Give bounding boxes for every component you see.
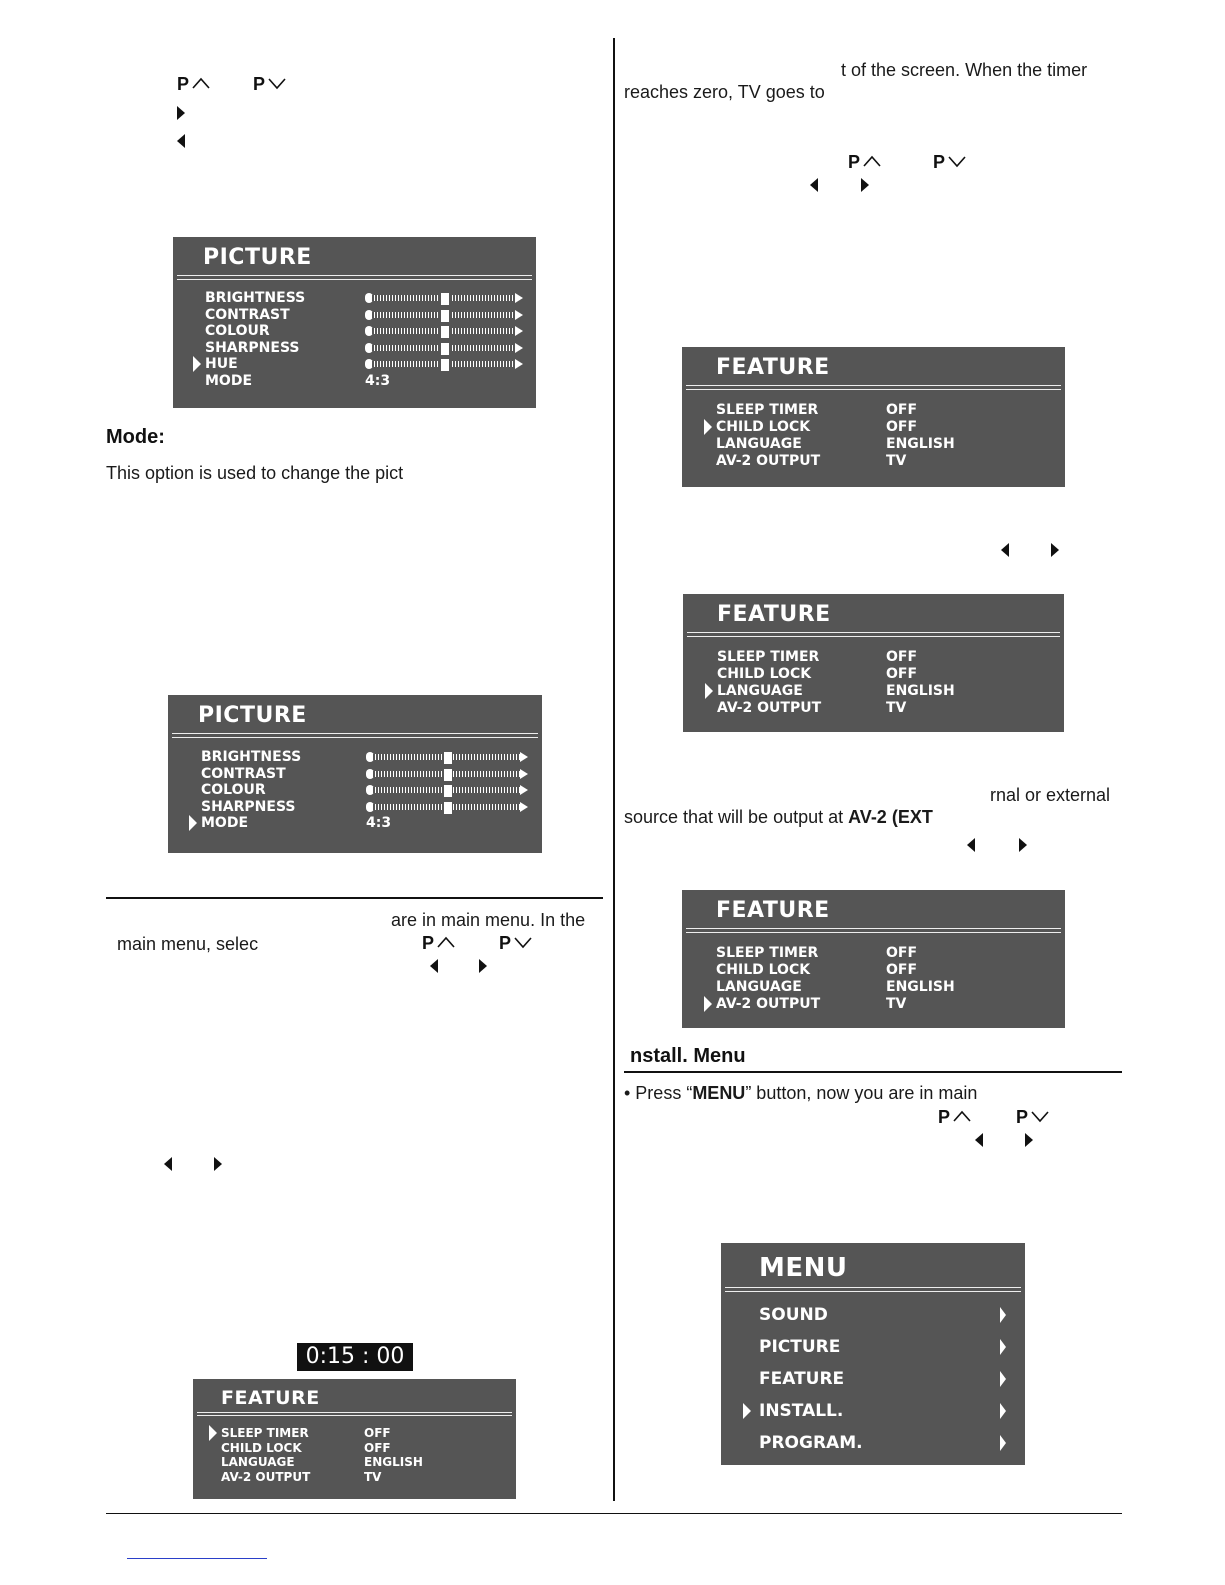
feature-menu-child-lock <box>682 347 1065 487</box>
menu-item-value: ENGLISH <box>886 683 955 699</box>
menu-item-label: LANGUAGE <box>221 1455 295 1469</box>
menu-item-label: CONTRAST <box>205 306 290 323</box>
menu-item-value: TV <box>364 1469 382 1484</box>
right-arrow-icon <box>1019 838 1027 852</box>
menu-item-label: COLOUR <box>201 782 266 798</box>
menu-item-value: ENGLISH <box>886 436 955 452</box>
install-text-line-1: • Press “MENU” button, now you are in main <box>624 1083 978 1103</box>
right-arrow-icon <box>479 959 487 973</box>
p-up-key: P <box>938 1107 972 1128</box>
menu-item-value: OFF <box>886 962 918 978</box>
menu-item-label: SHARPNESS <box>201 798 296 815</box>
level-slider <box>366 785 528 795</box>
menu-item-label: AV-2 OUTPUT <box>221 1469 311 1484</box>
chevron-down-icon <box>267 76 287 90</box>
slider-knob <box>443 768 453 782</box>
chevron-up-icon <box>952 1109 972 1123</box>
menu-item-label: FEATURE <box>759 1369 845 1389</box>
menu-item-value: OFF <box>364 1440 391 1455</box>
slider-knob <box>440 342 450 356</box>
level-slider <box>366 802 528 812</box>
left-arrow-icon <box>810 178 818 192</box>
level-slider <box>366 752 528 762</box>
menu-item-value: TV <box>886 453 907 469</box>
slider-knob <box>440 325 450 339</box>
chevron-down-icon <box>1030 1109 1050 1123</box>
menu-item-label: SLEEP TIMER <box>221 1426 309 1440</box>
slider-max-icon <box>520 769 528 779</box>
menu-item-label: CHILD LOCK <box>716 419 811 435</box>
menu-item-label: SOUND <box>759 1305 828 1325</box>
menu-item-value: ENGLISH <box>364 1455 423 1469</box>
right-arrow-icon <box>1051 543 1059 557</box>
feature-menu-sleep-timer <box>193 1379 516 1499</box>
selection-cursor-icon <box>193 356 201 372</box>
menu-item-value: TV <box>886 700 907 716</box>
menu-item-label: CHILD LOCK <box>716 962 811 978</box>
picture-menu-hue <box>173 237 536 408</box>
submenu-arrow-icon <box>1000 1339 1006 1355</box>
picture-menu-mode <box>168 695 542 853</box>
selection-cursor-icon <box>704 996 712 1012</box>
slider-max-icon <box>520 785 528 795</box>
footer-rule <box>106 1513 1122 1514</box>
footer-link-line <box>127 1558 267 1559</box>
timer-text-line-2: reaches zero, TV goes to <box>624 82 825 102</box>
menu-title: MENU <box>759 1253 848 1283</box>
submenu-arrow-icon <box>1000 1403 1006 1419</box>
menu-item-value: OFF <box>886 402 918 418</box>
right-arrow-icon <box>861 178 869 192</box>
slider-max-icon <box>515 326 523 336</box>
slider-max-icon <box>515 343 523 353</box>
left-arrow-icon <box>975 1133 983 1147</box>
menu-title: FEATURE <box>717 602 831 627</box>
selection-cursor-icon <box>743 1403 751 1419</box>
menu-item-label: MODE <box>201 815 249 831</box>
right-arrow-icon <box>177 106 185 120</box>
menu-item-label: AV-2 OUTPUT <box>717 700 822 716</box>
right-arrow-icon <box>1025 1133 1033 1147</box>
level-slider <box>366 769 528 779</box>
av2-text-line-1: rnal or external <box>990 785 1111 805</box>
install-menu-heading: nstall. Menu <box>630 1045 746 1067</box>
section-divider <box>106 897 603 899</box>
left-arrow-icon <box>1001 543 1009 557</box>
level-slider <box>365 293 523 303</box>
selection-cursor-icon <box>189 815 197 831</box>
menu-item-label: SLEEP TIMER <box>717 649 820 665</box>
menu-item-label: BRIGHTNESS <box>205 290 306 306</box>
feature-menu-av2-output <box>682 890 1065 1028</box>
chevron-down-icon <box>513 935 533 949</box>
menu-item-label: SHARPNESS <box>205 339 300 356</box>
left-arrow-icon <box>430 959 438 973</box>
p-down-key: P <box>499 933 533 954</box>
mode-value: 4:3 <box>365 372 391 389</box>
right-arrow-icon <box>214 1157 222 1171</box>
chevron-up-icon <box>862 154 882 168</box>
selection-cursor-icon <box>704 419 712 435</box>
menu-item-value: OFF <box>886 945 918 961</box>
menu-item-label: BRIGHTNESS <box>201 749 302 765</box>
section-divider <box>624 1071 1122 1073</box>
mode-heading: Mode: <box>106 426 165 448</box>
menu-title: FEATURE <box>716 898 830 923</box>
av2-text-line-2: source that will be output at AV-2 (EXT <box>624 807 933 827</box>
mode-description: This option is used to change the pict <box>106 463 404 483</box>
menu-item-label: MODE <box>205 372 253 389</box>
chevron-up-icon <box>191 76 211 90</box>
menu-item-label: PROGRAM. <box>759 1433 863 1453</box>
menu-item-label: CONTRAST <box>201 765 286 782</box>
left-arrow-icon <box>967 838 975 852</box>
selection-cursor-icon <box>209 1425 217 1441</box>
menu-item-value: OFF <box>886 666 918 682</box>
menu-item-label: AV-2 OUTPUT <box>716 996 821 1012</box>
menu-title: PICTURE <box>203 245 312 270</box>
feature-text-line-2: main menu, selec <box>117 934 259 954</box>
selection-cursor-icon <box>705 683 713 699</box>
slider-knob <box>443 801 453 815</box>
submenu-arrow-icon <box>1000 1307 1006 1323</box>
main-menu <box>721 1243 1025 1465</box>
mode-value: 4:3 <box>366 815 392 831</box>
submenu-arrow-icon <box>1000 1435 1006 1451</box>
slider-max-icon <box>515 310 523 320</box>
slider-knob <box>443 751 453 765</box>
p-down-key: P <box>253 74 287 95</box>
feature-text-line-1: are in main menu. In the <box>391 910 586 930</box>
timer-text-line-1: t of the screen. When the timer <box>841 60 1088 80</box>
p-up-key: P <box>422 933 456 954</box>
level-slider <box>365 326 523 336</box>
chevron-down-icon <box>947 154 967 168</box>
slider-knob <box>440 309 450 323</box>
menu-item-label: LANGUAGE <box>717 683 803 699</box>
slider-max-icon <box>515 359 523 369</box>
menu-item-label: LANGUAGE <box>716 436 802 452</box>
feature-menu-language <box>683 594 1064 732</box>
menu-item-value: OFF <box>886 649 918 665</box>
level-slider <box>365 359 523 369</box>
left-arrow-icon <box>177 134 185 148</box>
slider-knob <box>443 784 453 798</box>
submenu-arrow-icon <box>1000 1371 1006 1387</box>
menu-item-label: COLOUR <box>205 323 270 339</box>
slider-max-icon <box>520 752 528 762</box>
p-down-key: P <box>1016 1107 1050 1128</box>
menu-item-label: AV-2 OUTPUT <box>716 453 821 469</box>
slider-knob <box>440 292 450 306</box>
menu-item-label: SLEEP TIMER <box>716 402 819 418</box>
menu-item-value: OFF <box>886 419 918 435</box>
menu-item-label: PICTURE <box>759 1337 841 1357</box>
slider-knob <box>440 358 450 372</box>
chevron-up-icon <box>436 935 456 949</box>
level-slider <box>365 310 523 320</box>
menu-item-label: SLEEP TIMER <box>716 945 819 961</box>
menu-title: PICTURE <box>198 703 307 728</box>
menu-item-label: CHILD LOCK <box>221 1440 302 1455</box>
sleep-timer-display: 0:15 : 00 <box>297 1343 413 1371</box>
left-arrow-icon <box>164 1157 172 1171</box>
p-up-key: P <box>177 74 211 95</box>
p-up-key: P <box>848 152 882 173</box>
column-divider <box>613 38 615 1501</box>
menu-item-label: CHILD LOCK <box>717 666 812 682</box>
menu-item-label: LANGUAGE <box>716 979 802 995</box>
menu-title: FEATURE <box>716 355 830 380</box>
menu-item-value: ENGLISH <box>886 979 955 995</box>
slider-max-icon <box>520 802 528 812</box>
menu-title: FEATURE <box>221 1387 320 1409</box>
level-slider <box>365 343 523 353</box>
p-down-key: P <box>933 152 967 173</box>
menu-item-value: TV <box>886 996 907 1012</box>
menu-item-label: INSTALL. <box>759 1401 844 1421</box>
menu-item-value: OFF <box>364 1426 391 1440</box>
slider-max-icon <box>515 293 523 303</box>
menu-item-label: HUE <box>205 356 238 372</box>
